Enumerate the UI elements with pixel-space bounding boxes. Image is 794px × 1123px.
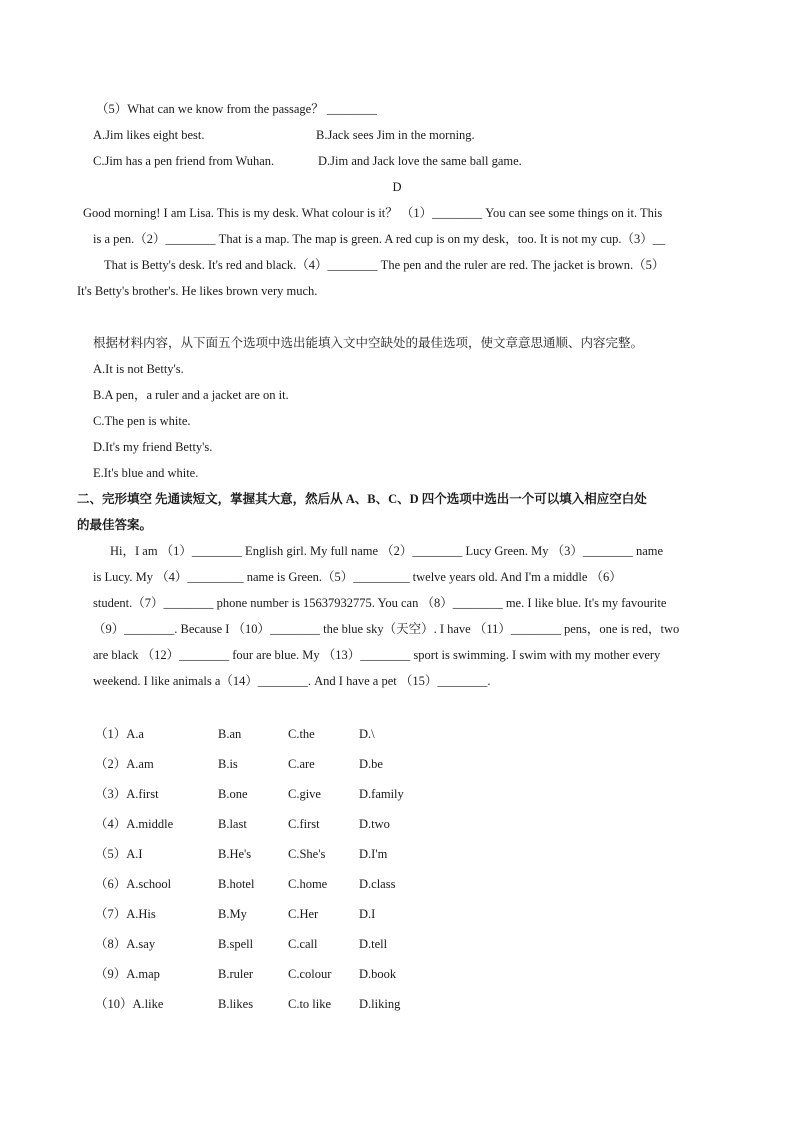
choice-option: D.book bbox=[359, 967, 397, 981]
q5-option-a: A.Jim likes eight best. bbox=[93, 128, 205, 142]
choice-option: D.liking bbox=[359, 997, 401, 1011]
choice-option: （8）A.say bbox=[95, 937, 156, 951]
passage-d-option-e: E.It's blue and white. bbox=[93, 466, 199, 480]
passage-d-option-b: B.A pen，a ruler and a jacket are on it. bbox=[93, 388, 289, 402]
section2-title: 二、完形填空 先通读短文，掌握其大意，然后从 A、B、C、D 四个选项中选出一个可以填入相应空白处 bbox=[77, 492, 647, 506]
choice-option: C.to like bbox=[288, 997, 332, 1011]
choice-option: B.spell bbox=[218, 937, 254, 951]
choice-option: （9）A.map bbox=[95, 967, 160, 981]
choice-option: B.an bbox=[218, 727, 242, 741]
passage-d-heading: D bbox=[392, 180, 402, 194]
q5-option-c: C.Jim has a pen friend from Wuhan. bbox=[93, 154, 275, 168]
choice-option: B.hotel bbox=[218, 877, 255, 891]
cloze-line: is Lucy. My （4）_________ name is Green.（5）_________ twelve years old. And I'm a middle （6） bbox=[93, 570, 622, 584]
choice-option: C.colour bbox=[288, 967, 332, 981]
choice-option: C.are bbox=[288, 757, 315, 771]
cloze-line: student.（7）________ phone number is 15637932775. You can （8）________ me. I like blue. It's my favourite bbox=[93, 596, 667, 610]
q5-stem: （5）What can we know from the passage？ ________ bbox=[96, 102, 377, 116]
choice-option: （10）A.like bbox=[95, 997, 164, 1011]
choice-option: D.I'm bbox=[359, 847, 388, 861]
choice-option: D.family bbox=[359, 787, 404, 801]
choice-option: C.call bbox=[288, 937, 318, 951]
choice-option: B.one bbox=[218, 787, 248, 801]
choice-option: D.two bbox=[359, 817, 390, 831]
choice-option: C.Her bbox=[288, 907, 319, 921]
choice-option: B.is bbox=[218, 757, 238, 771]
q5-option-b: B.Jack sees Jim in the morning. bbox=[316, 128, 475, 142]
choice-option: C.She's bbox=[288, 847, 326, 861]
cloze-line: are black （12）________ four are blue. My （13）________ sport is swimming. I swim with my mother every bbox=[93, 648, 661, 662]
choice-option: C.home bbox=[288, 877, 328, 891]
choice-option: （6）A.school bbox=[95, 877, 172, 891]
choice-option: （4）A.middle bbox=[95, 817, 174, 831]
choice-option: D.I bbox=[359, 907, 376, 921]
passage-d-line: That is Betty's desk. It's red and black.（4）________ The pen and the ruler are red. The jacket is brown.（5） bbox=[104, 258, 665, 272]
passage-d-instruction: 根据材料内容，从下面五个选项中选出能填入文中空缺处的最佳选项，使文章意思通顺、内容完整。 bbox=[93, 336, 644, 350]
choice-option: B.My bbox=[218, 907, 247, 921]
choice-option: D.be bbox=[359, 757, 383, 771]
choice-option: （3）A.first bbox=[95, 787, 159, 801]
choice-option: C.the bbox=[288, 727, 315, 741]
choice-option: （7）A.His bbox=[95, 907, 156, 921]
q5-option-d: D.Jim and Jack love the same ball game. bbox=[318, 154, 522, 168]
passage-d-line: is a pen.（2）________ That is a map. The map is green. A red cup is on my desk，too. It is not my cup.（3）__ bbox=[93, 232, 666, 246]
choice-option: D.tell bbox=[359, 937, 388, 951]
choice-option: （2）A.am bbox=[95, 757, 154, 771]
cloze-line: weekend. I like animals a（14）________. And I have a pet （15）________. bbox=[93, 674, 491, 688]
passage-d-option-d: D.It's my friend Betty's. bbox=[93, 440, 213, 454]
choice-option: C.first bbox=[288, 817, 320, 831]
passage-d-option-a: A.It is not Betty's. bbox=[93, 362, 184, 376]
choice-option: C.give bbox=[288, 787, 321, 801]
choice-option: B.ruler bbox=[218, 967, 254, 981]
cloze-line: Hi，I am （1）________ English girl. My full name （2）________ Lucy Green. My （3）________ name bbox=[110, 544, 664, 558]
passage-d-line: Good morning! I am Lisa. This is my desk. What colour is it？ （1）________ You can see some things on it. This bbox=[83, 206, 663, 220]
passage-d-option-c: C.The pen is white. bbox=[93, 414, 191, 428]
choice-option: D.class bbox=[359, 877, 396, 891]
choice-option: （1）A.a bbox=[95, 727, 144, 741]
passage-d-line: It's Betty's brother's. He likes brown very much. bbox=[77, 284, 318, 298]
choice-option: D.\ bbox=[359, 727, 375, 741]
choice-option: B.likes bbox=[218, 997, 254, 1011]
cloze-line: （9）________. Because I （10）________ the blue sky（天空）. I have （11）________ pens，one is red，two bbox=[93, 622, 680, 636]
section2-title-cont: 的最佳答案。 bbox=[77, 518, 153, 532]
choice-option: B.He's bbox=[218, 847, 252, 861]
choice-option: （5）A.I bbox=[95, 847, 143, 861]
choice-option: B.last bbox=[218, 817, 247, 831]
